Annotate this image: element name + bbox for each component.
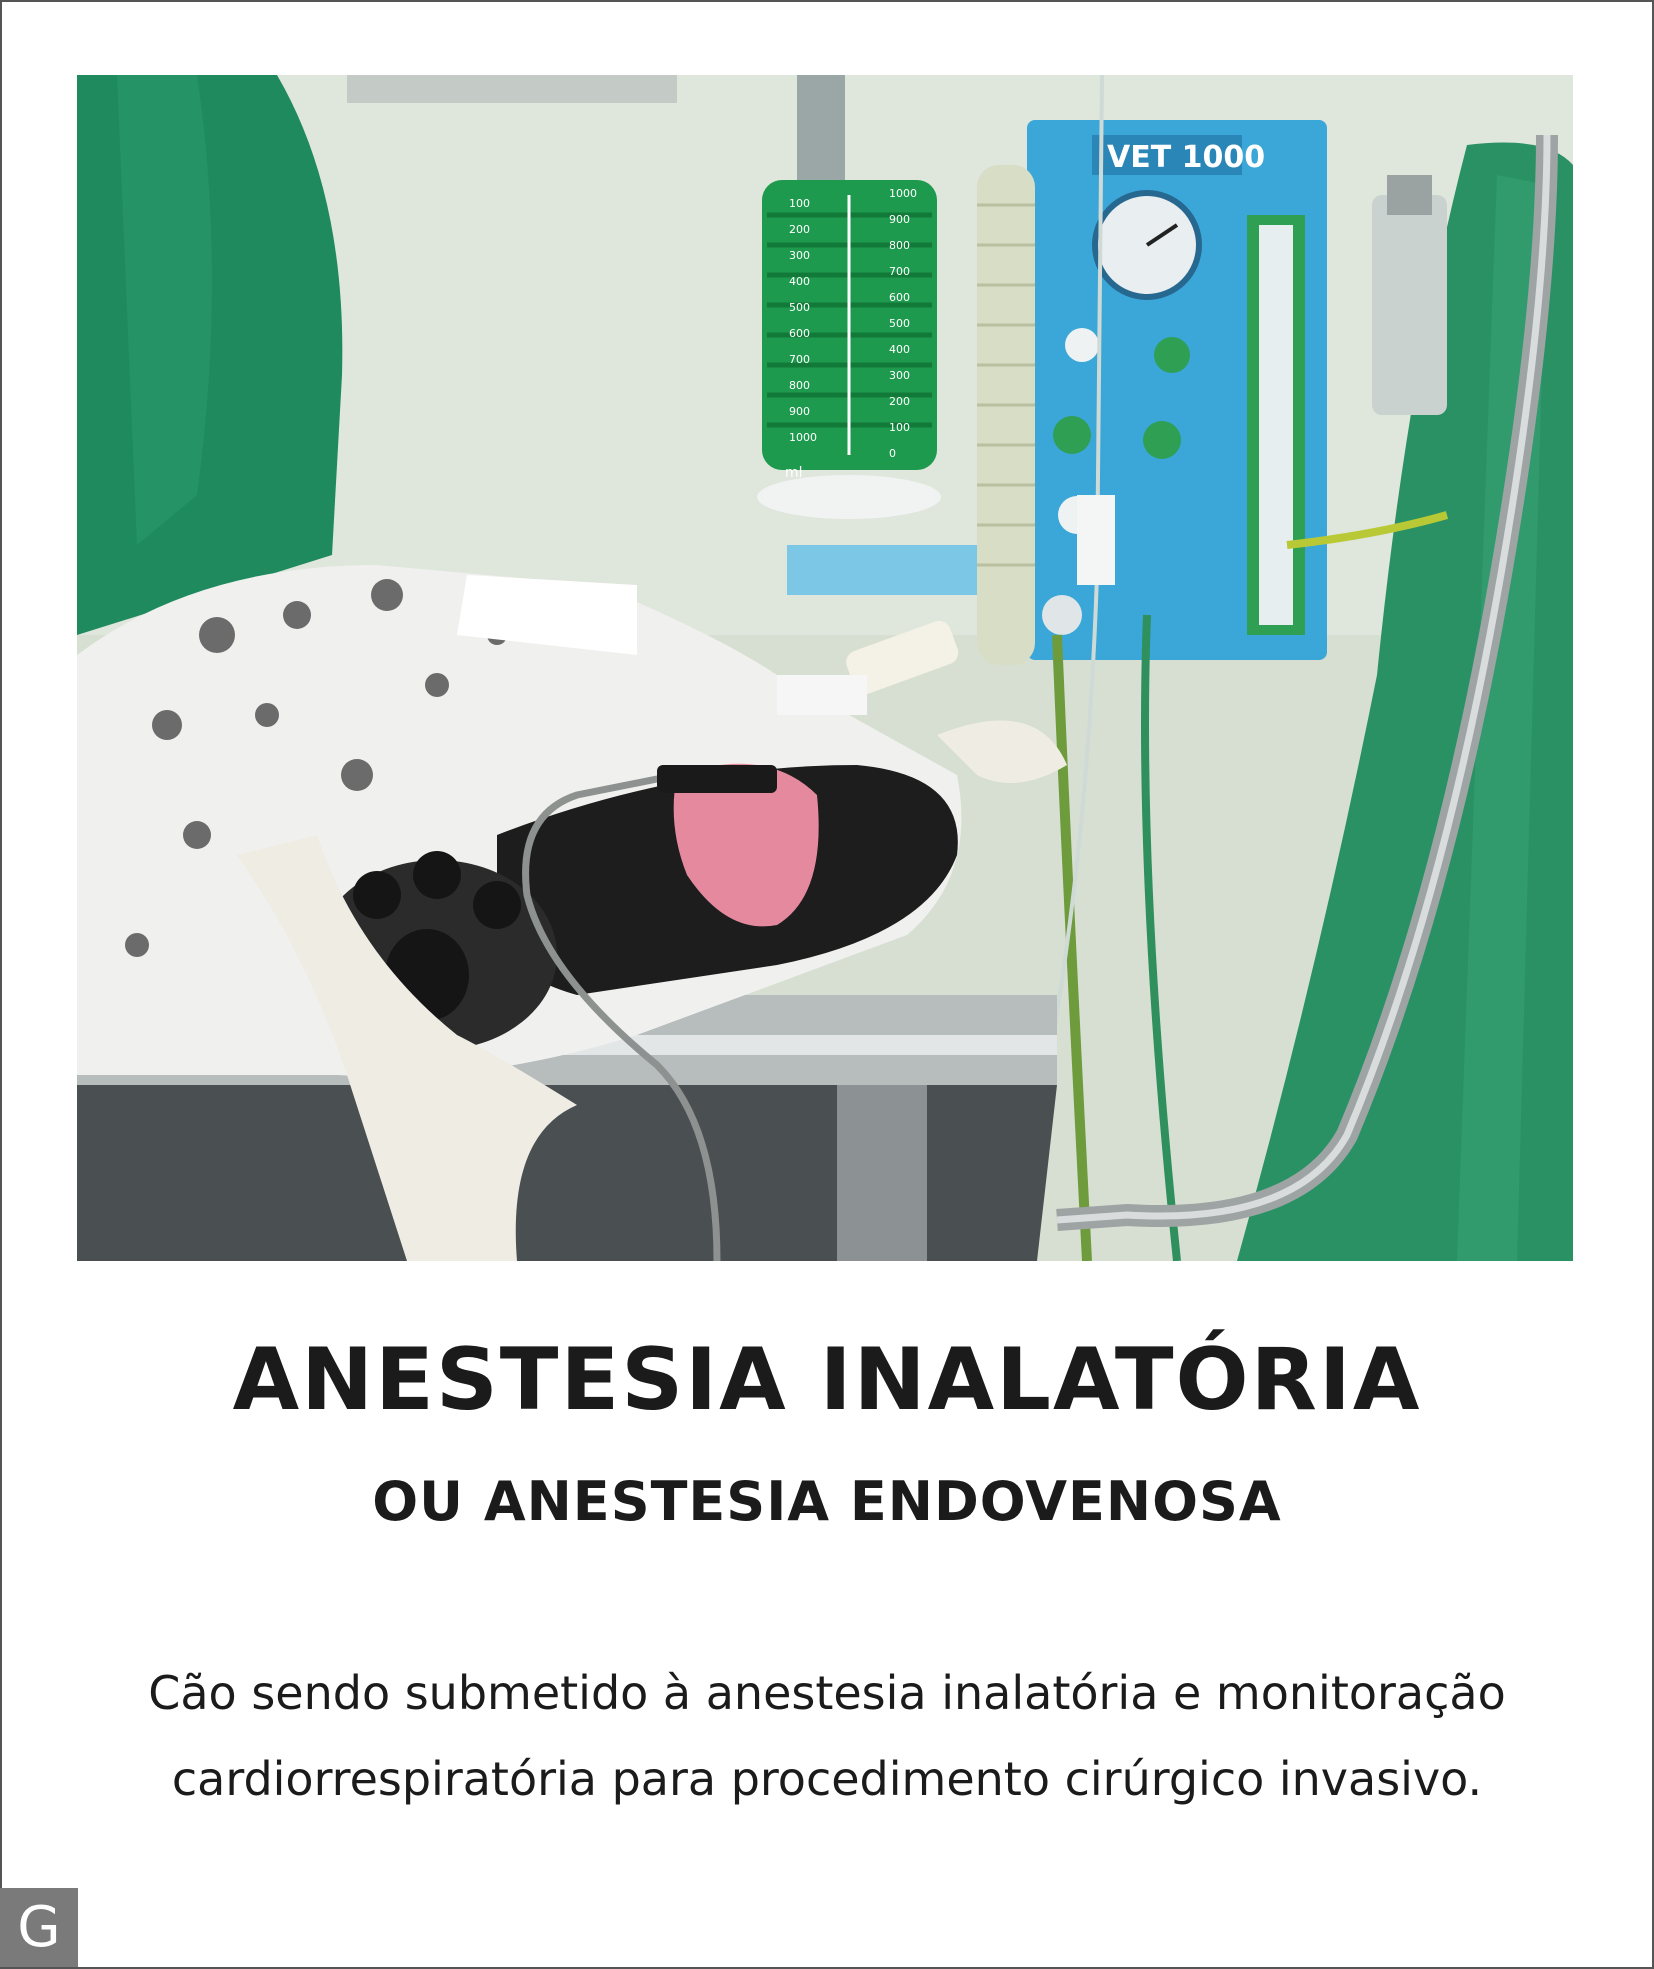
page-title: ANESTESIA INALATÓRIA	[232, 1330, 1422, 1430]
device-label: VET 1000	[1107, 140, 1266, 175]
canister-scale-left-label: 700	[789, 353, 810, 366]
canister-scale-right-label: 400	[889, 343, 910, 356]
surgery-photo	[77, 75, 1573, 1261]
caption-line-2: cardiorrespiratória para procedimento cirúrgico invasivo.	[171, 1752, 1483, 1806]
page-subtitle: OU ANESTESIA ENDOVENOSA	[372, 1470, 1282, 1533]
canister-scale-left-label: 800	[789, 379, 810, 392]
canister-scale-right-label: 300	[889, 369, 910, 382]
canister-scale-right-label: 800	[889, 239, 910, 252]
canister-scale-left-label: 900	[789, 405, 810, 418]
canister-scale-left-label: 1000	[789, 431, 817, 444]
canister-scale-right-label: 900	[889, 213, 910, 226]
canister-scale-right-label: 500	[889, 317, 910, 330]
canister-scale-right-label: 200	[889, 395, 910, 408]
canister-unit: ml	[785, 465, 803, 481]
canister-scale-right-label: 1000	[889, 187, 917, 200]
photo-caption	[0, 1650, 1654, 1822]
canister-scale-right-label: 0	[889, 447, 896, 460]
canister-scale-left-label: 100	[789, 197, 810, 210]
canister-scale-left-label: 200	[789, 223, 810, 236]
canister-scale-right-label: 700	[889, 265, 910, 278]
canister-scale-right-label: 600	[889, 291, 910, 304]
canister-scale-left-label: 600	[789, 327, 810, 340]
caption-line-1: Cão sendo submetido à anestesia inalatória e monitoração	[148, 1666, 1506, 1720]
chapter-badge: G	[0, 1888, 78, 1967]
canister-scale-left-label: 300	[789, 249, 810, 262]
canister-scale-right-label: 100	[889, 421, 910, 434]
canister-scale-left-label: 500	[789, 301, 810, 314]
canister-scale-left-label: 400	[789, 275, 810, 288]
